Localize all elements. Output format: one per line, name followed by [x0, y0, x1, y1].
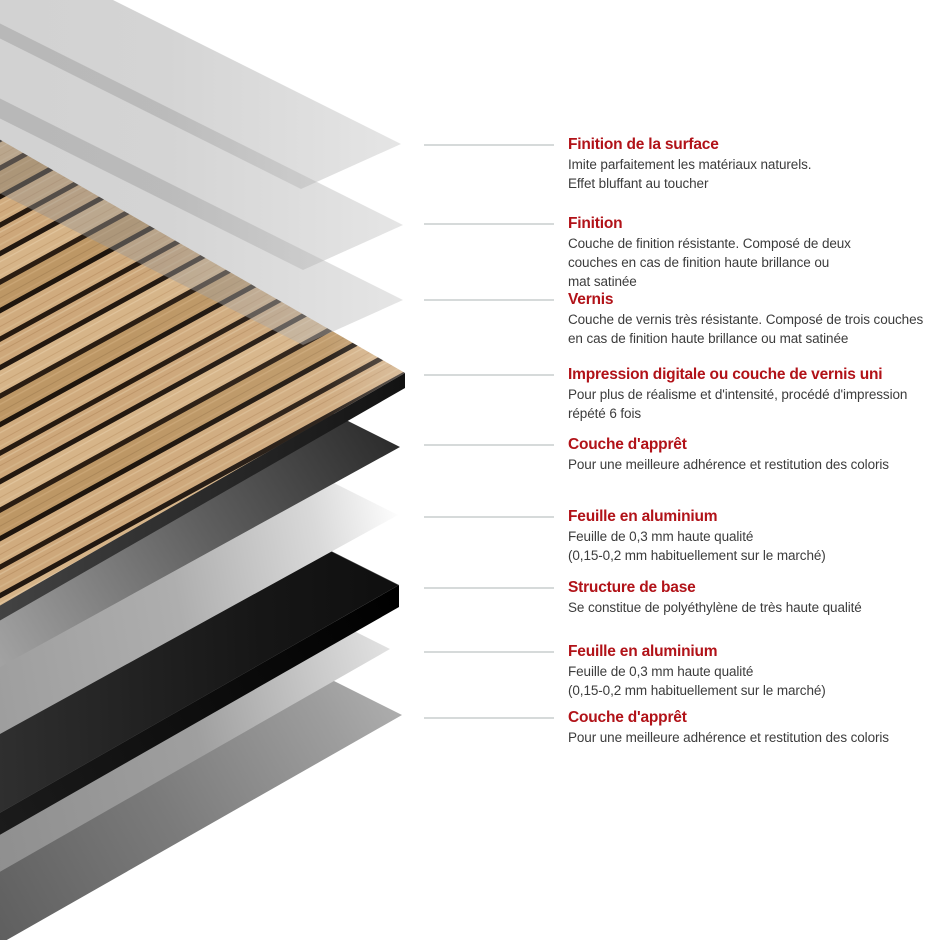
label-base-structure [568, 577, 940, 617]
connector-lines [424, 145, 554, 718]
label-body-line: (0,15-0,2 mm habituellement sur le marché) [568, 548, 826, 563]
label-aluminium-upper [568, 506, 940, 565]
label-title: Couche d'apprêt [568, 436, 687, 453]
label-title: Feuille en aluminium [568, 643, 718, 660]
label-body-line: (0,15-0,2 mm habituellement sur le marché) [568, 683, 826, 698]
label-body-line: Feuille de 0,3 mm haute qualité [568, 664, 754, 679]
label-varnish [568, 289, 940, 348]
label-title: Finition de la surface [568, 136, 719, 153]
label-title: Vernis [568, 291, 614, 308]
label-title: Feuille en aluminium [568, 508, 718, 525]
label-body-line: Couche de vernis très résistante. Composé de trois couches [568, 312, 924, 327]
label-title: Couche d'apprêt [568, 709, 687, 726]
label-body-line: Pour une meilleure adhérence et restitution des coloris [568, 457, 889, 472]
label-body-line: Couche de finition résistante. Composé de deux [568, 236, 851, 251]
label-body-line: Se constitue de polyéthylène de très haute qualité [568, 600, 862, 615]
label-title: Impression digitale ou couche de vernis uni [568, 366, 883, 383]
label-body-line: Pour plus de réalisme et d'intensité, procédé d'impression [568, 387, 908, 402]
label-surface-finish [568, 134, 940, 193]
label-body-line: couches en cas de finition haute brillance ou [568, 255, 830, 270]
label-primer-upper [568, 434, 940, 474]
label-body-line: Effet bluffant au toucher [568, 176, 709, 191]
label-body-line: répété 6 fois [568, 406, 641, 421]
label-body-line: Feuille de 0,3 mm haute qualité [568, 529, 754, 544]
label-digital-print [568, 364, 940, 423]
label-finish [568, 213, 940, 291]
label-primer-lower [568, 707, 940, 747]
label-aluminium-lower [568, 641, 940, 700]
label-body-line: mat satinée [568, 274, 637, 289]
label-title: Finition [568, 215, 623, 232]
label-body-line: Pour une meilleure adhérence et restitution des coloris [568, 730, 889, 745]
layer-shapes [0, 0, 405, 940]
label-body-line: Imite parfaitement les matériaux naturels. [568, 157, 812, 172]
label-title: Structure de base [568, 579, 696, 596]
label-body-line: en cas de finition haute brillance ou mat satinée [568, 331, 849, 346]
